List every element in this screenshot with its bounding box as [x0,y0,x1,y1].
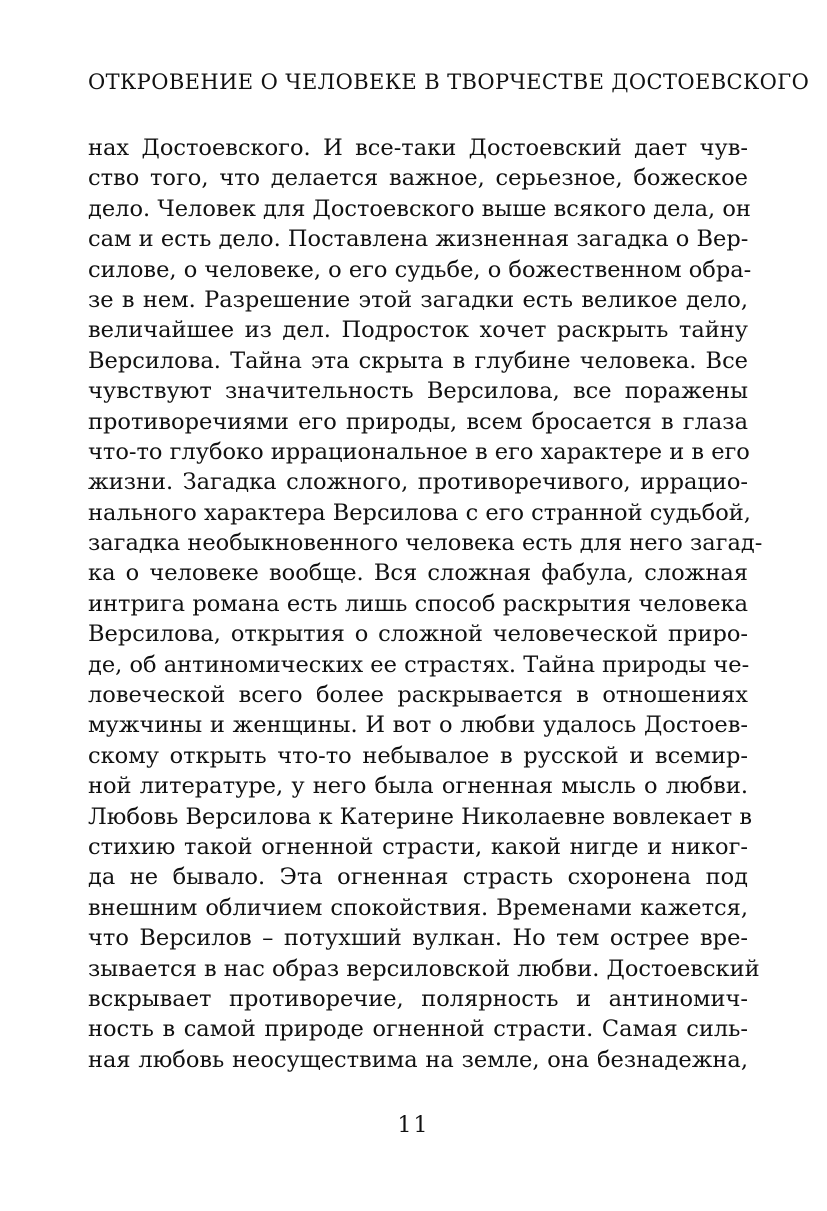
text-line: величайшее из дел. Подросток хочет раскрыть тайну [88,317,748,344]
text-line: де, об антиномических ее страстях. Тайна природы че- [88,651,750,678]
text-line: сам и есть дело. Поставлена жизненная загадка о Вер- [88,226,749,253]
page-number: 11 [397,1113,430,1138]
text-line: мужчины и женщины. И вот о любви удалось Достоев- [88,712,748,739]
text-line: Любовь Версилова к Катерине Николаевне вовлекает в [88,803,753,830]
text-line: что-то глубоко иррациональное в его характере и в его [88,438,750,465]
text-line: вскрывает противоречие, полярность и антиномич- [88,985,748,1012]
text-line: интрига романа есть лишь способ раскрытия человека [88,590,748,617]
text-line: да не бывало. Эта огненная страсть схоронена под [88,864,748,891]
text-line: ство того, что делается важное, серьезное, божеское [88,165,748,192]
body-text [88,133,763,1075]
text-line: загадка необыкновенного человека есть для него загад- [88,530,763,557]
text-line: чувствуют значительность Версилова, все поражены [88,378,748,405]
text-line: зывается в нас образ версиловской любви. Достоевский [88,955,760,982]
text-line: ной литературе, у него была огненная мысль о любви. [88,773,748,800]
text-line: нального характера Версилова с его странной судьбой, [88,499,751,526]
text-line: ка о человеке вообще. Вся сложная фабула, сложная [88,560,748,587]
text-line: ловеческой всего более раскрывается в отношениях [88,682,748,709]
running-header: ОТКРОВЕНИЕ О ЧЕЛОВЕКЕ В ТВОРЧЕСТВЕ ДОСТОЕВСКОГО [88,70,810,94]
text-line: скому открыть что-то небывалое в русской и всемир- [88,742,748,769]
text-line: нах Достоевского. И все-таки Достоевский дает чув- [88,135,748,161]
text-line: Версилова. Тайна эта скрыта в глубине человека. Все [88,347,748,374]
text-line: ность в самой природе огненной страсти. Самая силь- [88,1016,748,1043]
text-line: что Версилов – потухший вулкан. Но тем острее вре- [88,925,748,952]
text-line: ная любовь неосуществима на земле, она безнадежна, [88,1046,748,1073]
text-line: противоречиями его природы, всем бросается в глаза [88,408,748,435]
text-line: дело. Человек для Достоевского выше всякого дела, он [88,195,751,222]
text-line: зе в нем. Разрешение этой загадки есть великое дело, [88,286,748,313]
text-line: жизни. Загадка сложного, противоречивого, иррацио- [88,469,748,496]
text-line: силове, о человеке, о его судьбе, о божественном обра- [88,256,752,283]
text-line: внешним обличием спокойствия. Временами кажется, [88,894,748,921]
text-line: Версилова, открытия о сложной человеческой приро- [88,621,748,648]
text-line: стихию такой огненной страсти, какой нигде и никог- [88,833,748,860]
